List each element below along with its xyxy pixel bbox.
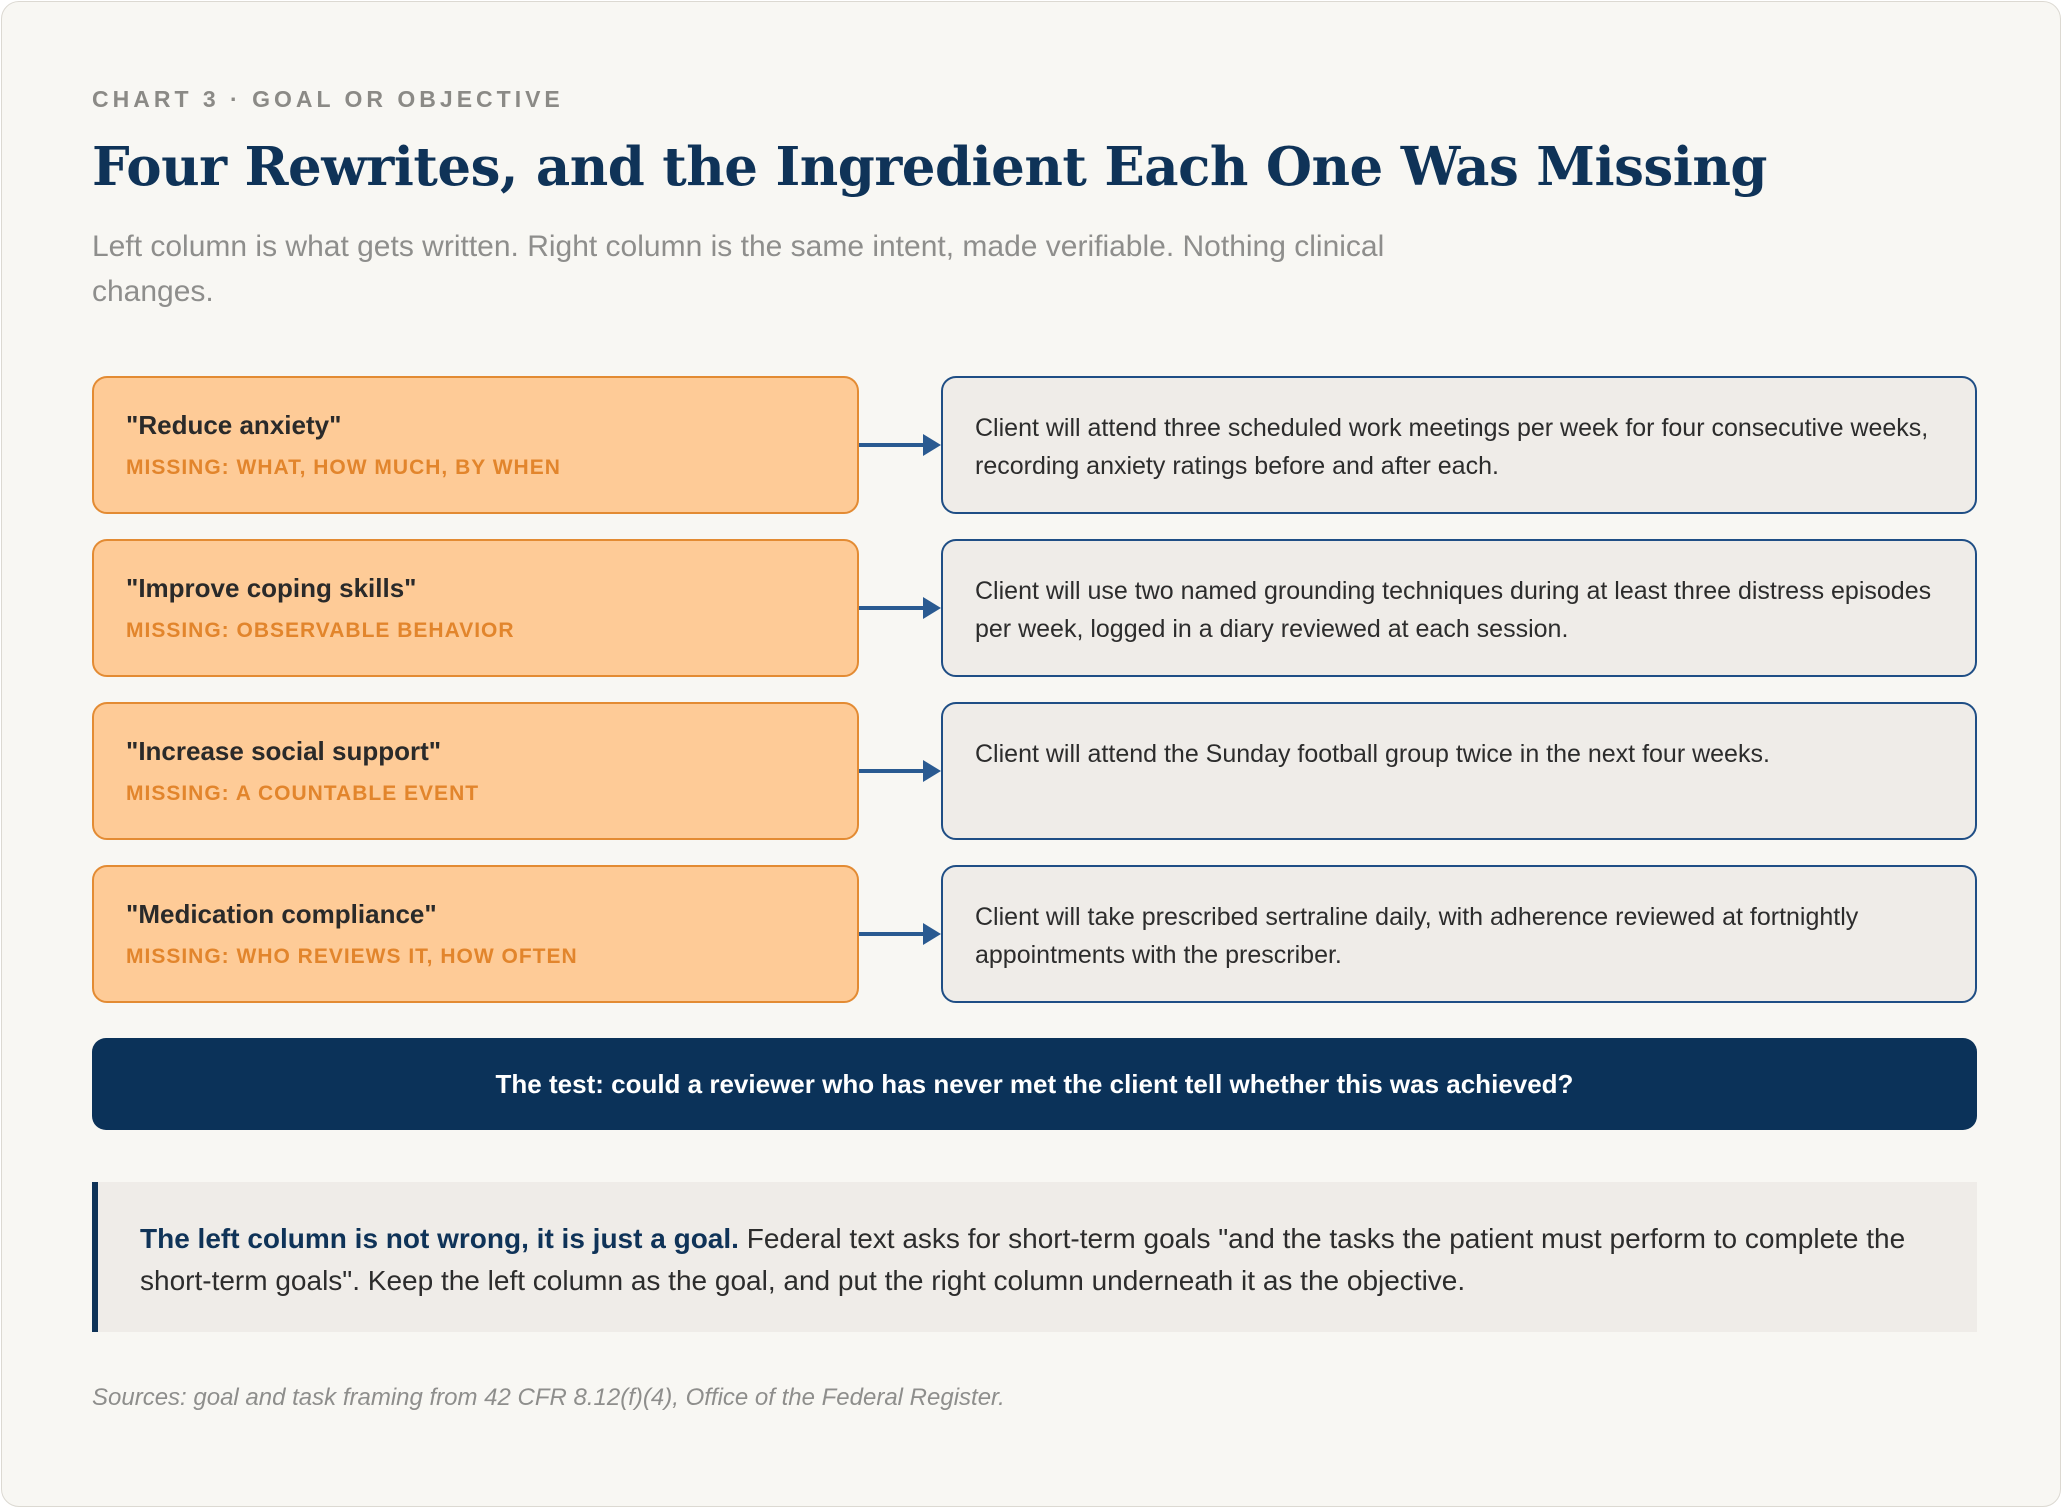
missing-ingredient: MISSING: OBSERVABLE BEHAVIOR (126, 619, 515, 642)
goal-box (92, 865, 859, 1003)
goal-box (92, 539, 859, 677)
rewrite-row (92, 539, 1977, 677)
missing-ingredient: MISSING: A COUNTABLE EVENT (126, 782, 480, 805)
goal-box (92, 702, 859, 840)
goal-text: "Medication compliance" (126, 899, 437, 929)
objective-box: Client will use two named grounding techniques during at least three distress episodes per week, logged in a diary reviewed at each session. (941, 539, 1977, 677)
chart-title: Four Rewrites, and the Ingredient Each One Was Missing (92, 136, 1767, 198)
test-banner: The test: could a reviewer who has never met the client tell whether this was achieved? (92, 1038, 1977, 1130)
objective-box: Client will attend the Sunday football group twice in the next four weeks. (941, 702, 1977, 840)
goal-text: "Reduce anxiety" (126, 410, 342, 440)
goal-text: "Increase social support" (126, 736, 442, 766)
goal-box (92, 376, 859, 514)
missing-ingredient: MISSING: WHAT, HOW MUCH, BY WHEN (126, 456, 561, 479)
callout-note (92, 1182, 1977, 1332)
objective-box: Client will attend three scheduled work meetings per week for four consecutive weeks, recording anxiety ratings before and after each. (941, 376, 1977, 514)
arrow-right-icon (859, 432, 941, 458)
rewrite-row (92, 376, 1977, 514)
missing-ingredient: MISSING: WHO REVIEWS IT, HOW OFTEN (126, 945, 578, 968)
rewrite-row (92, 865, 1977, 1003)
arrow-right-icon (859, 595, 941, 621)
sources-footnote: Sources: goal and task framing from 42 CFR 8.12(f)(4), Office of the Federal Register. (92, 1384, 1005, 1411)
rewrite-row (92, 702, 1977, 840)
arrow-right-icon (859, 758, 941, 784)
chart-subtitle: Left column is what gets written. Right column is the same intent, made verifiable. Nothing clinical changes. (92, 230, 1385, 308)
arrow-right-icon (859, 921, 941, 947)
note-body: Federal text asks for short-term goals "and the tasks the patient must perform to complete the short-term goals". Keep the left column as the goal, and put the right column underneath it as the objective. (140, 1223, 1906, 1296)
note-lead: The left column is not wrong, it is just a goal. (140, 1223, 739, 1254)
goal-text: "Improve coping skills" (126, 573, 417, 603)
chart-eyebrow: CHART 3 · GOAL OR OBJECTIVE (92, 86, 564, 112)
objective-box: Client will take prescribed sertraline daily, with adherence reviewed at fortnightly appointments with the prescriber. (941, 865, 1977, 1003)
chart-card (1, 1, 2061, 1507)
